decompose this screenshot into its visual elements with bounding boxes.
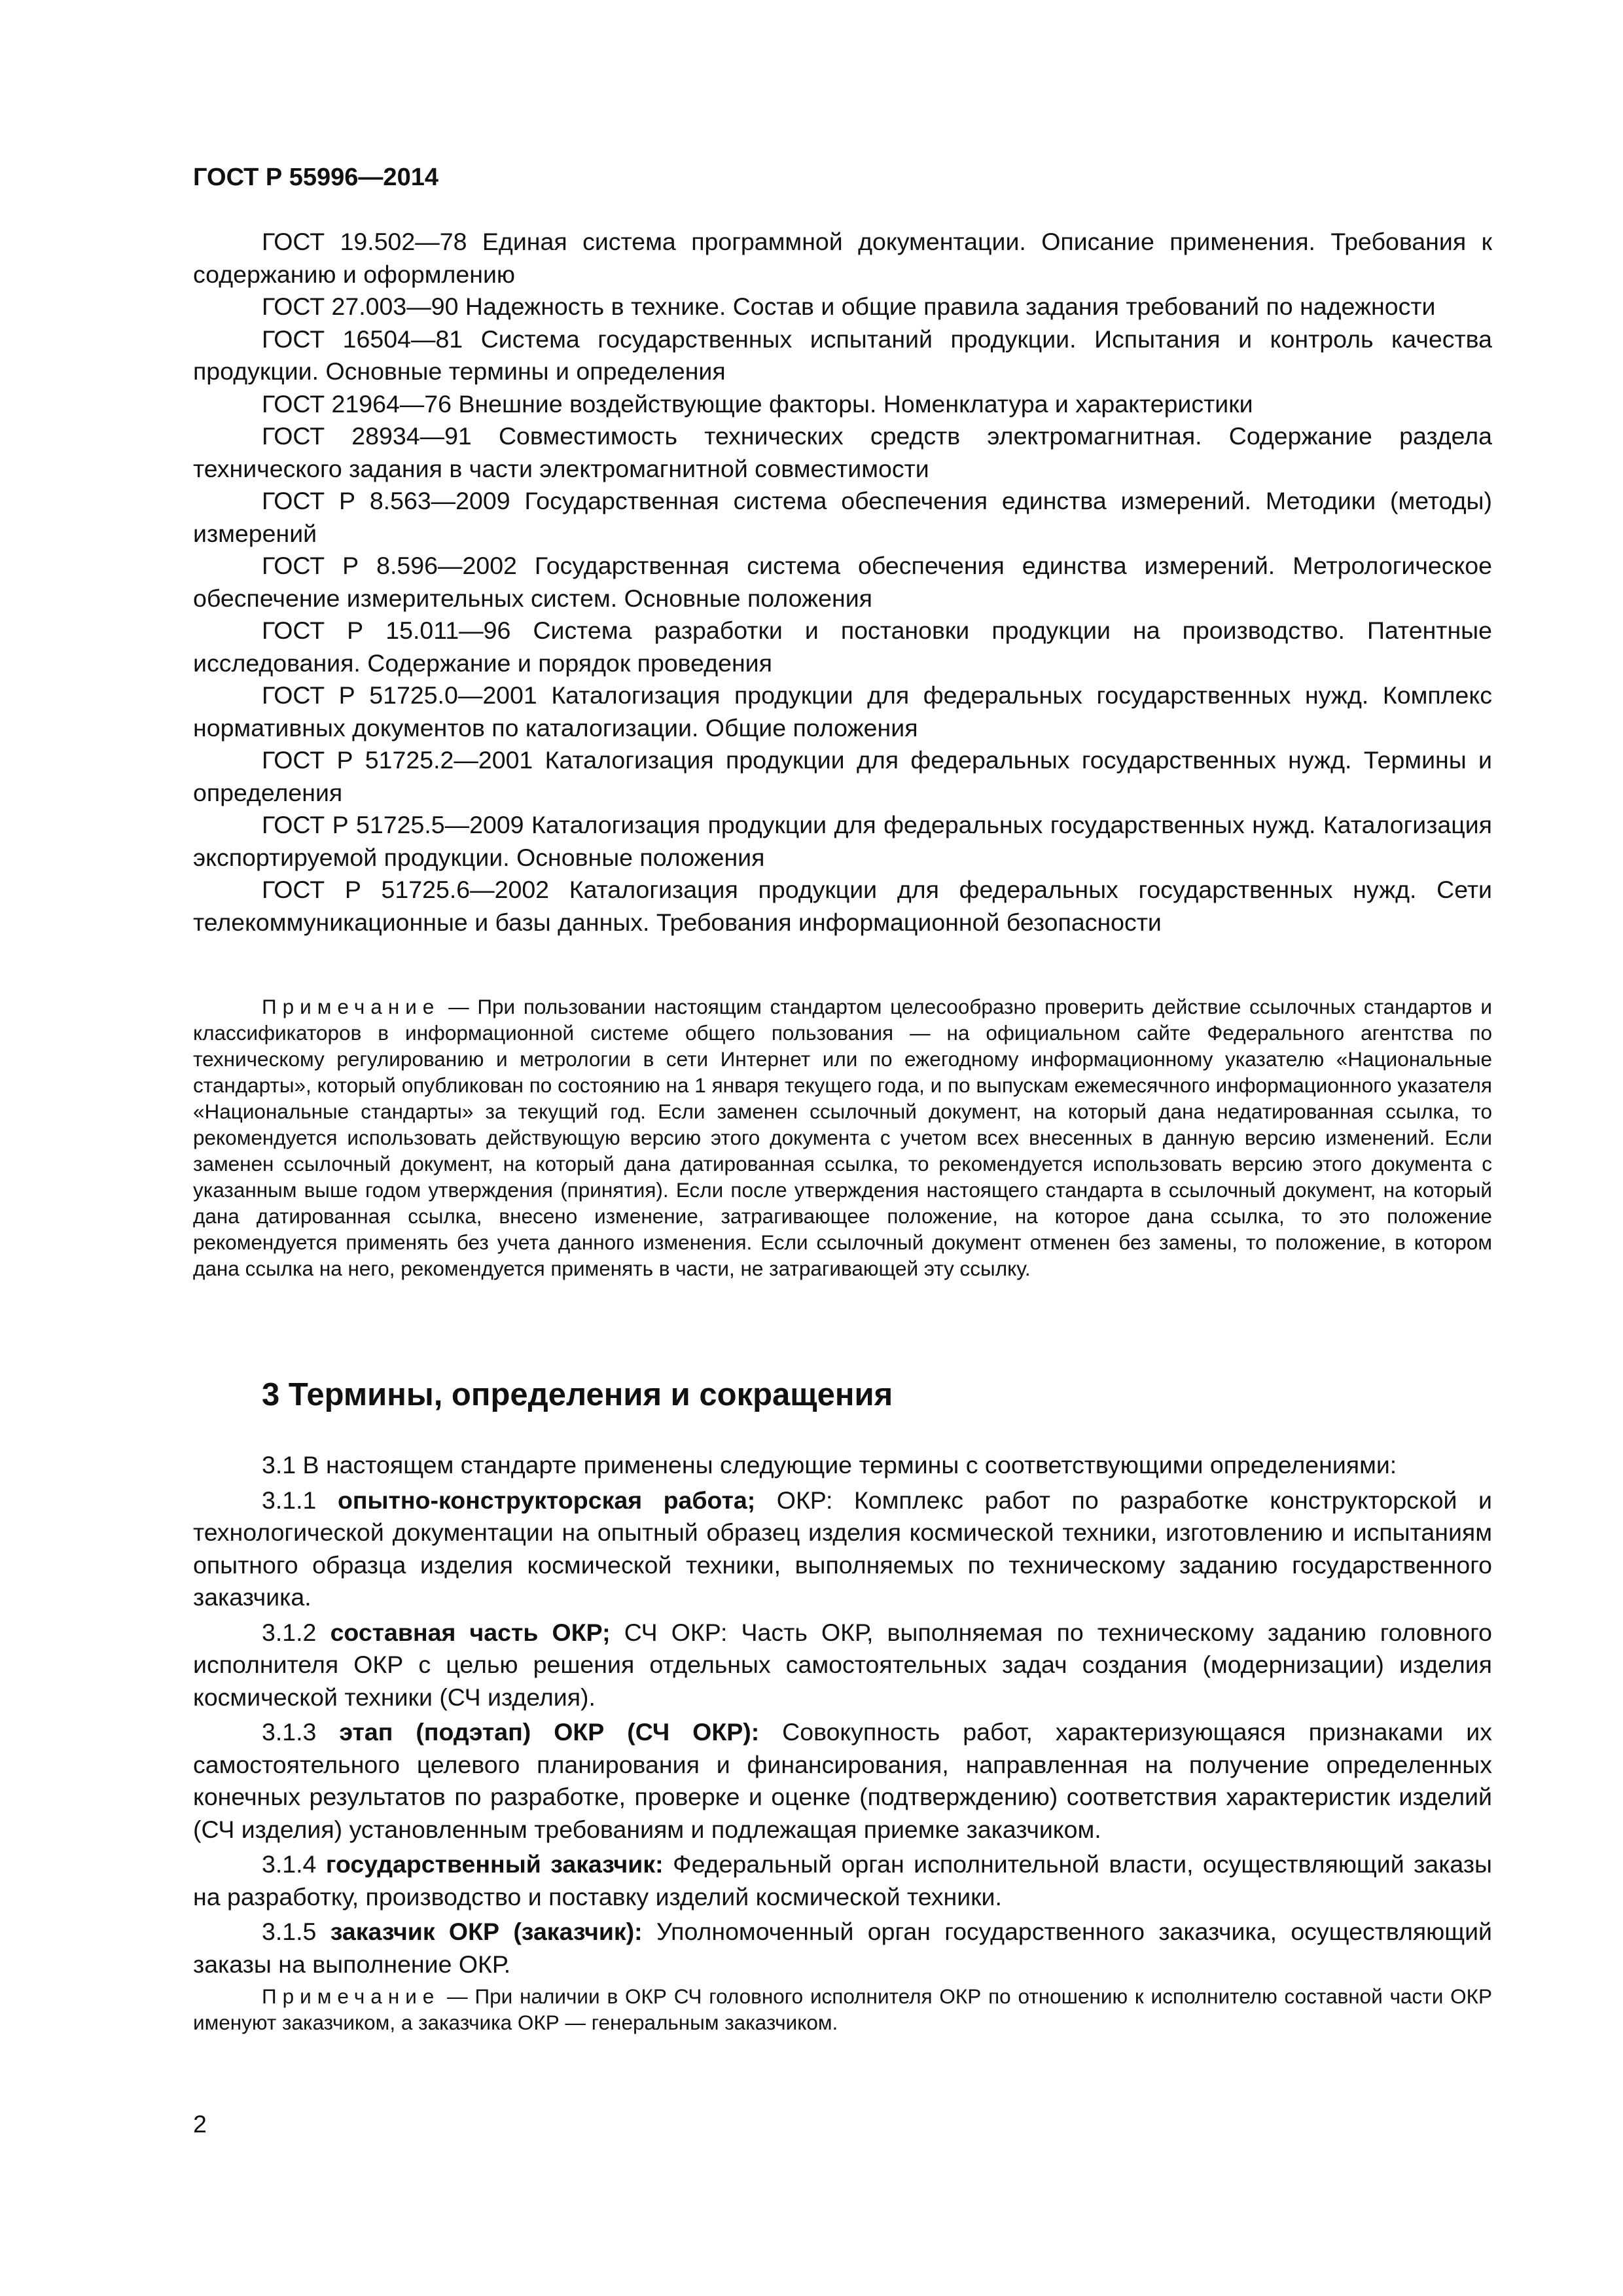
reference-item: ГОСТ 28934—91 Совместимость технических средств электромагнитная. Содержание раздела технического задания в части электромагнитной совместимости: [193, 422, 1492, 482]
term-definition: [193, 1916, 1492, 1981]
term-text: Уполномоченный орган государственного заказчика, осуществляющий заказы на выполнение ОКР.: [193, 1918, 1493, 1978]
term-text: СЧ ОКР: Часть ОКР, выполняемая по техническому заданию головного исполнителя ОКР с целью решения отдельных самостоятельных задач создания (модернизации) изделия космической техники (СЧ изделия).: [193, 1618, 1492, 1711]
section-title: 3 Термины, определения и сокращения: [262, 1377, 893, 1412]
reference-item: ГОСТ Р 15.011—96 Система разработки и постановки продукции на производство. Патентные исследования. Содержание и порядок проведения: [193, 617, 1492, 677]
reference-item: ГОСТ 19.502—78 Единая система программной документации. Описание применения. Требования к содержанию и оформлению: [193, 228, 1492, 288]
references-note: [193, 994, 1492, 1282]
term-name: опытно-конструкторская работа;: [337, 1486, 756, 1514]
term-text: Федеральный орган исполнительной власти, осуществляющий заказы на разработку, производство и поставку изделий космической техники.: [193, 1850, 1493, 1910]
reference-item: ГОСТ Р 51725.0—2001 Каталогизация продукции для федеральных государственных нужд. Комплекс нормативных документов по каталогизации. Общие положения: [193, 681, 1492, 742]
term-definition: [193, 1716, 1492, 1846]
note-text: — При пользовании настоящим стандартом целесообразно проверить действие ссылочных стандартов и классификаторов в информационной системе общего пользования — на официальном сайте Федерального агентства по техническому регулированию и метрологии в сети Интернет или по ежегодному информационному указателю «Национальные стандарты», который опубликован по состоянию на 1 января текущего года, и по выпускам ежемесячного информационного указателя «Национальные стандарты» за текущий год. Если заменен ссылочный документ, на который дана недатированная ссылка, то рекомендуется использовать действующую версию этого документа с учетом всех внесенных в данную версию изменений. Если заменен ссылочный документ, на который дана датированная ссылка, то рекомендуется использовать версию этого документа с указанным выше годом утверждения (принятия). Если после утверждения настоящего стандарта в ссылочный документ, на который дана датированная ссылка, внесено изменение, затрагивающее положение, на которое дана ссылка, то это положение рекомендуется применять без учета данного изменения. Если ссылочный документ отменен без замены, то положение, в котором дана ссылка на него, рекомендуется применять в части, не затрагивающей эту ссылку.: [193, 995, 1492, 1280]
term-text: ОКР: Комплекс работ по разработке конструкторской и технологической документации на опытный образец изделия космической техники, изготовлению и испытаниям опытного образца изделия космической техники, выполняемых по техническому заданию государственного заказчика.: [193, 1486, 1492, 1611]
term-definition: [193, 1484, 1492, 1614]
reference-item: ГОСТ Р 8.563—2009 Государственная система обеспечения единства измерений. Методики (методы) измерений: [193, 487, 1492, 547]
note-paragraph: [193, 1983, 1492, 2036]
normative-references-list: [193, 226, 1492, 939]
term-text: Совокупность работ, характеризующаяся признаками их самостоятельного целевого планирования и финансирования, направленная на получение определенных конечных результатов по разработке, проверке и оценке (подтверждению) соответствия характеристик изделий (СЧ изделия) установленным требованиям и подлежащая приемке заказчиком.: [193, 1718, 1492, 1843]
terms-note: [193, 1983, 1492, 2036]
document-code-header: ГОСТ Р 55996—2014: [193, 164, 438, 191]
reference-item: ГОСТ Р 51725.5—2009 Каталогизация продукции для федеральных государственных нужд. Каталогизация экспортируемой продукции. Основные положения: [193, 811, 1492, 871]
term-name: составная часть ОКР;: [330, 1618, 611, 1646]
note-label: Примечание: [262, 995, 440, 1018]
term-name: государственный заказчик:: [325, 1850, 664, 1878]
note-text: — При наличии в ОКР СЧ головного исполнителя ОКР по отношению к исполнителю составной части ОКР именуют заказчиком, а заказчика ОКР — генеральным заказчиком.: [193, 1984, 1492, 2034]
term-number: 3.1.1: [262, 1486, 338, 1514]
term-definition: [193, 1617, 1492, 1714]
terms-section: [193, 1449, 1492, 1983]
reference-item: ГОСТ 16504—81 Система государственных испытаний продукции. Испытания и контроль качества продукции. Основные термины и определения: [193, 325, 1492, 385]
term-number: 3.1.4: [262, 1850, 326, 1878]
reference-item: ГОСТ 27.003—90 Надежность в технике. Состав и общие правила задания требований по надежности: [262, 293, 1436, 320]
reference-item: ГОСТ Р 51725.6—2002 Каталогизация продукции для федеральных государственных нужд. Сети телекоммуникационные и базы данных. Требования информационной безопасности: [193, 876, 1492, 936]
reference-item: ГОСТ Р 51725.2—2001 Каталогизация продукции для федеральных государственных нужд. Термины и определения: [193, 746, 1492, 806]
term-definition: [193, 1848, 1492, 1913]
page-number: 2: [193, 2110, 207, 2138]
term-number: 3.1.5: [262, 1918, 330, 1945]
term-number: 3.1.3: [262, 1718, 340, 1746]
reference-item: ГОСТ Р 8.596—2002 Государственная система обеспечения единства измерений. Метрологическое обеспечение измерительных систем. Основные положения: [193, 552, 1492, 612]
note-label: Примечание: [262, 1984, 440, 2008]
note-paragraph: [193, 994, 1492, 1282]
term-name: этап (подэтап) ОКР (СЧ ОКР):: [339, 1718, 760, 1746]
section-intro: 3.1 В настоящем стандарте применены следующие термины с соответствующими определениями:: [262, 1451, 1397, 1479]
term-name: заказчик ОКР (заказчик):: [330, 1918, 643, 1945]
reference-item: ГОСТ 21964—76 Внешние воздействующие факторы. Номенклатура и характеристики: [262, 389, 1253, 418]
term-number: 3.1.2: [262, 1618, 330, 1646]
